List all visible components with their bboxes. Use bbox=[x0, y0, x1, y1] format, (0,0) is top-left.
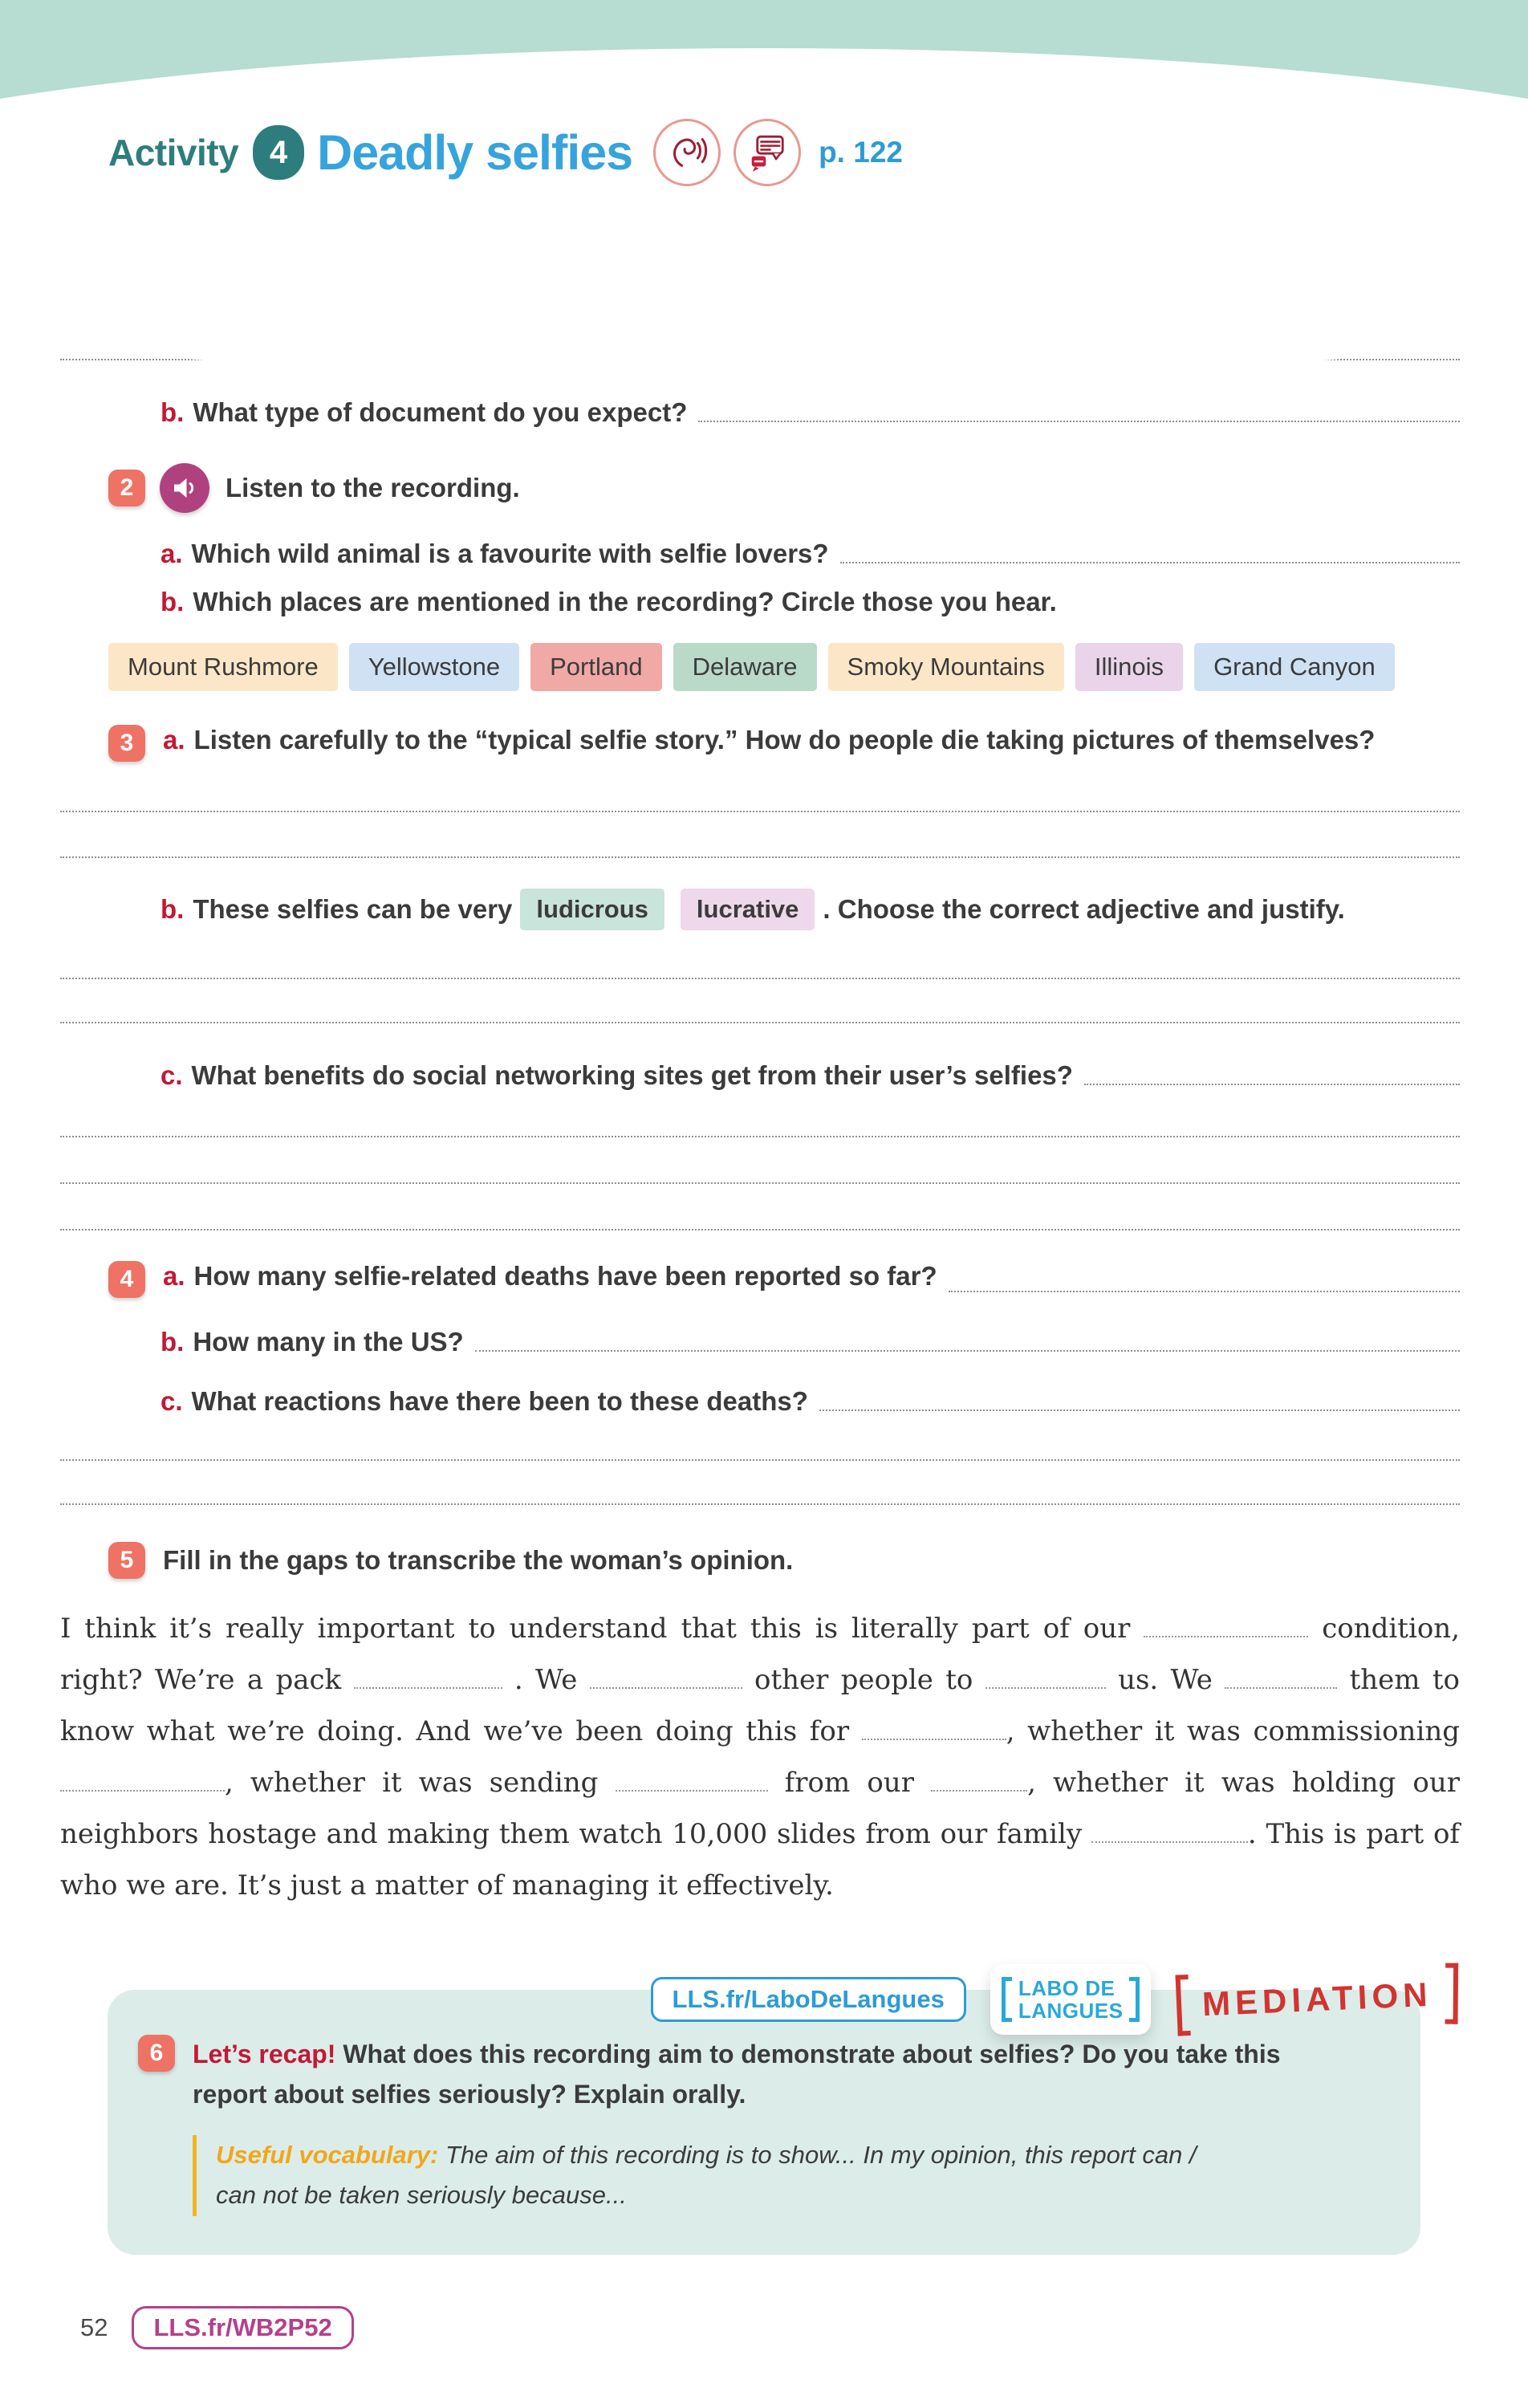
labo-link-pill[interactable]: LLS.fr/LaboDeLangues bbox=[651, 1977, 966, 2022]
answer-line[interactable] bbox=[819, 1409, 1460, 1411]
mediation-label: MEDIATION bbox=[1201, 1975, 1433, 2024]
vocab-text: The aim of this recording is to show... In my opinion, this report can / can not be taken seriously because... bbox=[216, 2141, 1197, 2210]
question-letter: a. bbox=[163, 725, 185, 755]
page-reference: p. 122 bbox=[819, 136, 903, 169]
section-4-badge: 4 bbox=[108, 1261, 145, 1298]
question-text: What type of document do you expect? bbox=[193, 397, 688, 427]
answer-line[interactable] bbox=[60, 1021, 1460, 1023]
question-text: . Choose the correct adjective and justify. bbox=[823, 894, 1345, 924]
answer-line[interactable] bbox=[60, 810, 1460, 812]
transcript-text: , whether it was commissioning bbox=[1006, 1715, 1460, 1747]
page-footer bbox=[80, 2306, 1528, 2349]
question-4b bbox=[161, 1327, 1460, 1357]
question-3b bbox=[161, 889, 1460, 930]
question-4a bbox=[108, 1261, 1460, 1298]
transcript-blank[interactable] bbox=[985, 1666, 1106, 1689]
answer-line[interactable] bbox=[949, 1291, 1460, 1292]
recap-text: What does this recording aim to demonstrate about selfies? Do you take this report about selfies seriously? Explain orally. bbox=[193, 2040, 1281, 2109]
question-text: How many selfie-related deaths have been reported so far? bbox=[193, 1261, 937, 1291]
transcript-blank[interactable] bbox=[60, 1768, 225, 1792]
vocab-label: Useful vocabulary: bbox=[216, 2141, 439, 2170]
answer-line[interactable] bbox=[60, 1135, 1460, 1137]
top-curve bbox=[0, 48, 1528, 385]
recap-title: Let’s recap! bbox=[193, 2040, 336, 2068]
activity-header bbox=[108, 119, 1460, 186]
transcript-text: from our bbox=[767, 1767, 932, 1799]
speech-bubbles-icon bbox=[734, 119, 801, 186]
question-text: What reactions have there been to these deaths? bbox=[191, 1386, 808, 1416]
question-text: What benefits do social networking sites get from their user’s selfies? bbox=[191, 1060, 1073, 1090]
section-2-title: Listen to the recording. bbox=[226, 473, 520, 502]
labo-de-langues-logo bbox=[990, 1964, 1152, 2035]
labo-logo-line1: LABO DE bbox=[1018, 1975, 1116, 2000]
transcript-blank[interactable] bbox=[1225, 1666, 1337, 1689]
transcript-blank[interactable] bbox=[354, 1666, 502, 1689]
question-3c bbox=[161, 1060, 1460, 1091]
question-letter: b. bbox=[161, 1327, 185, 1357]
transcript-blank[interactable] bbox=[590, 1666, 742, 1689]
question-text: Which places are mentioned in the recording? Circle those you hear. bbox=[193, 587, 1057, 616]
transcript-blank[interactable] bbox=[1091, 1820, 1248, 1843]
bracket-left-icon bbox=[1176, 1975, 1191, 2036]
top-teal-band bbox=[0, 0, 1528, 112]
transcript-blank[interactable] bbox=[931, 1768, 1027, 1792]
place-chip[interactable]: Smoky Mountains bbox=[828, 643, 1064, 691]
bracket-left-icon bbox=[1002, 1977, 1012, 2022]
question-text: These selfies can be very bbox=[193, 894, 513, 924]
transcript-blank[interactable] bbox=[1144, 1614, 1308, 1637]
place-chip[interactable]: Illinois bbox=[1075, 643, 1183, 691]
workbook-link-pill[interactable]: LLS.fr/WB2P52 bbox=[132, 2306, 353, 2349]
question-letter: a. bbox=[163, 1261, 185, 1291]
transcript-text: . This is part of who we are. It’s just a matter of managing it effectively. bbox=[60, 1818, 1460, 1902]
question-letter: c. bbox=[161, 1386, 183, 1416]
transcript-blank[interactable] bbox=[616, 1768, 768, 1792]
resource-links-row bbox=[0, 1946, 1460, 2052]
question-text: Which wild animal is a favourite with selfie lovers? bbox=[191, 539, 829, 568]
section-5-title: Fill in the gaps to transcribe the woman’s opinion. bbox=[163, 1545, 794, 1575]
question-2a bbox=[161, 539, 1460, 569]
answer-line[interactable] bbox=[60, 856, 1460, 858]
question-letter: b. bbox=[161, 894, 185, 924]
question-4c bbox=[161, 1386, 1460, 1417]
section-2-header bbox=[108, 463, 1460, 513]
transcript-blank[interactable] bbox=[862, 1717, 1006, 1740]
question-text: How many in the US? bbox=[193, 1327, 464, 1357]
answer-line[interactable] bbox=[840, 562, 1460, 563]
page-number: 52 bbox=[80, 2312, 108, 2341]
bracket-right-icon bbox=[1129, 1977, 1140, 2022]
ear-icon bbox=[653, 119, 721, 186]
answer-line[interactable] bbox=[698, 421, 1460, 422]
answer-line[interactable] bbox=[60, 1458, 1460, 1461]
transcript-text: other people to bbox=[742, 1664, 985, 1696]
answer-line[interactable] bbox=[60, 1182, 1460, 1184]
answer-line[interactable] bbox=[60, 1228, 1460, 1230]
place-chip[interactable]: Delaware bbox=[673, 643, 817, 691]
section-2-badge: 2 bbox=[108, 470, 145, 506]
question-letter: b. bbox=[161, 397, 185, 427]
activity-label: Activity bbox=[108, 132, 239, 173]
question-3a bbox=[108, 725, 1460, 762]
useful-vocabulary bbox=[193, 2135, 1236, 2215]
bracket-right-icon bbox=[1445, 1963, 1459, 2024]
transcript-text: condition, right? We’re a pack bbox=[60, 1613, 1461, 1696]
answer-line[interactable] bbox=[475, 1350, 1460, 1352]
answer-line[interactable] bbox=[60, 1503, 1460, 1505]
choice-chip-ludicrous[interactable]: ludicrous bbox=[520, 889, 664, 930]
transcript-text: them to know what we’re doing. And we’ve been doing this for bbox=[60, 1664, 1460, 1747]
section-6-badge: 6 bbox=[138, 2035, 175, 2072]
page-title: Deadly selfies bbox=[317, 125, 633, 180]
speaker-icon[interactable] bbox=[160, 463, 209, 513]
transcript-text: . We bbox=[502, 1664, 590, 1696]
answer-line[interactable] bbox=[60, 977, 1460, 979]
activity-number-badge: 4 bbox=[253, 125, 304, 180]
place-chips bbox=[108, 643, 1460, 691]
transcript-text: , whether it was holding our neighbors hostage and making them watch 10,000 slides from our family bbox=[60, 1767, 1461, 1850]
question-2b bbox=[161, 587, 1460, 617]
question-text: Listen carefully to the “typical selfie story.” How do people die taking pictures of themselves? bbox=[193, 725, 1376, 755]
question-letter: c. bbox=[161, 1060, 183, 1090]
place-chip[interactable]: Grand Canyon bbox=[1194, 643, 1395, 691]
section-5-header bbox=[108, 1542, 1460, 1579]
place-chip[interactable]: Portland bbox=[530, 643, 661, 691]
transcript-text: I think it’s really important to understand that this is literally part of our bbox=[60, 1613, 1144, 1645]
answer-line[interactable] bbox=[1084, 1084, 1460, 1085]
section-3-badge: 3 bbox=[108, 725, 145, 762]
labo-logo-line2: LANGUES bbox=[1018, 1999, 1124, 2023]
transcript-text: , whether it was sending bbox=[225, 1767, 616, 1799]
section-5-badge: 5 bbox=[108, 1542, 145, 1579]
mediation-stamp bbox=[1174, 1958, 1461, 2040]
place-chip[interactable]: Yellowstone bbox=[349, 643, 519, 691]
transcript-text: us. We bbox=[1105, 1664, 1225, 1696]
transcript-paragraph bbox=[60, 1603, 1460, 1911]
question-1b bbox=[161, 397, 1460, 428]
question-letter: b. bbox=[161, 587, 185, 616]
question-letter: a. bbox=[161, 539, 183, 568]
choice-chip-lucrative[interactable]: lucrative bbox=[681, 889, 815, 930]
place-chip[interactable]: Mount Rushmore bbox=[108, 643, 338, 691]
